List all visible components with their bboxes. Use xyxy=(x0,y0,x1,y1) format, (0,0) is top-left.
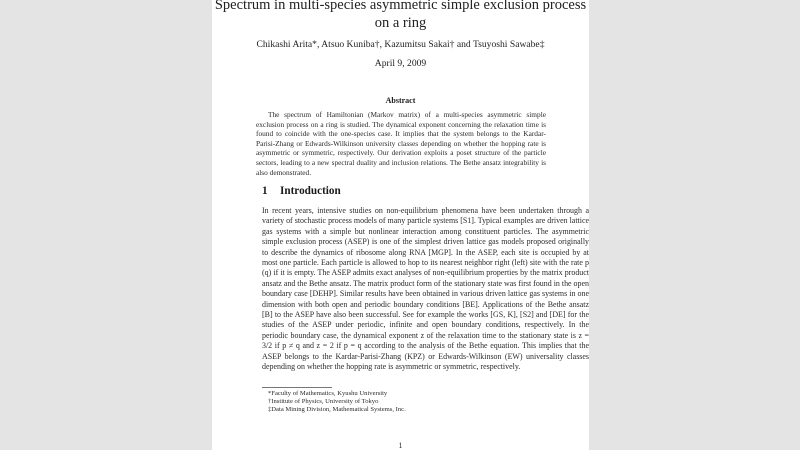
paper-page xyxy=(212,0,589,450)
abstract-heading: Abstract xyxy=(385,96,416,105)
left-background xyxy=(0,0,212,450)
abstract-text: The spectrum of Hamiltonian (Markov matrix) of a multi-species asymmetric simple exclusion process on a ring is studied. The dynamical exponent concerning the relaxation time is found to coincide with the one-species case. It implies that the system belongs to the Kardar-Parisi-Zhang or Edwards-Wilkinson university classes depending on whether the hopping rate is asymmetric or symmetric, respectively. Our derivation exploits a poset structure of the particle sectors, leading to a new spectral duality and inclusion relations. The Bethe ansatz integrability is also demonstrated. xyxy=(256,110,546,177)
section-number: 1 xyxy=(262,185,268,197)
right-background xyxy=(589,0,800,450)
title-line-2: on a ring xyxy=(374,15,427,31)
paper-date: April 9, 2009 xyxy=(374,58,427,69)
section-heading xyxy=(262,185,341,197)
footnotes xyxy=(268,390,406,415)
footnote-1: *Faculty of Mathematics, Kyushu University xyxy=(268,390,388,397)
footnote-3: ‡Data Mining Division, Mathematical Systems, Inc. xyxy=(268,406,406,414)
footnote-rule xyxy=(262,387,332,388)
section-title: Introduction xyxy=(280,185,341,197)
title-line-1: Spectrum in multi-species asymmetric simple exclusion process xyxy=(214,0,587,13)
introduction-text: In recent years, intensive studies on non-equilibrium phenomena have been undertaken through a variety of stochastic process models of many particle systems [S1]. Typical examples are driven lattice gas systems with a simple but nonlinear interaction among constituent particles. The asymmetric simple exclusion process (ASEP) is one of the simplest driven lattice gas models proposed originally to describe the dynamics of ribosome along RNA [MGP]. In the ASEP, each site is occupied by at most one particle. Each particle is allowed to hop to its nearest neighbor right (left) site with the rate p (q) if it is empty. The ASEP admits exact analyses of non-equilibrium properties by the matrix product ansatz and the Bethe ansatz. The matrix product form of the stationary state was first found in the open boundary case [DEHP]. Similar results have been obtained in various driven lattice gas systems in one dimension with both open and periodic boundary conditions [BE]. Applications of the Bethe ansatz [B] to the ASEP have also been successful. See for example the works [GS, K], [S2] and [DE] for the studies of the ASEP under periodic, infinite and open boundary conditions, respectively. In the periodic boundary case, the dynamical exponent z of the relaxation time to the stationary state is z = 3/2 if p ≠ q and z = 2 if p = q according to the analysis of the Bethe equation. This implies that the ASEP belongs to the Kardar-Parisi-Zhang (KPZ) or Edwards-Wilkinson (EW) universality classes depending on whether the hopping rate is asymmetric or symmetric, respectively. xyxy=(262,206,589,372)
footnote-2: †Institute of Physics, University of Tokyo xyxy=(268,398,379,406)
page-number: 1 xyxy=(398,441,403,450)
paper-authors: Chikashi Arita*, Atsuo Kuniba†, Kazumitsu Sakai† and Tsuyoshi Sawabe‡ xyxy=(256,39,545,50)
paper-title xyxy=(212,0,589,32)
